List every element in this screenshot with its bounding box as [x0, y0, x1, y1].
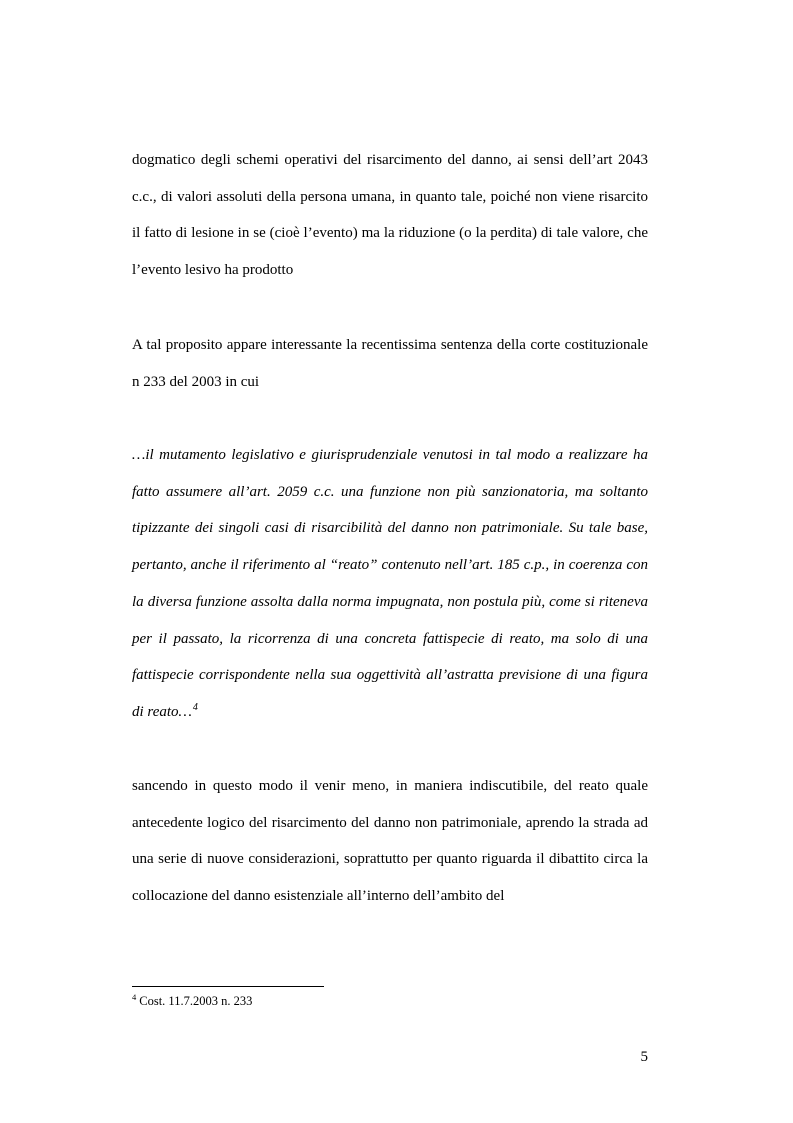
- body-paragraph-4: [132, 768, 648, 915]
- body-paragraph-2: [132, 327, 648, 400]
- page-number: 5: [640, 1049, 648, 1065]
- paragraph-4-text: sancendo in questo modo il venir meno, in maniera indiscutibile, del reato quale antecedente logico del risarcimento del danno non patrimoniale, aprendo la strada ad una serie di nuove considerazioni, soprattutto per quanto riguarda il dibattito circa la collocazione del danno esistenziale all’interno dell’ambito del: [132, 778, 648, 905]
- footnote-text: Cost. 11.7.2003 n. 233: [139, 994, 253, 1008]
- footnote-number: 4: [132, 992, 137, 1002]
- body-paragraph-1: [132, 142, 648, 289]
- paragraph-2-text: A tal proposito appare interessante la recentissima sentenza della corte costituzionale n 233 del 2003 in cui: [132, 337, 648, 390]
- footnote-separator: [132, 986, 324, 987]
- footnote: [132, 993, 252, 1009]
- quoted-ruling-text: …il mutamento legislativo e giurisprudenziale venutosi in tal modo a realizzare ha fatto assumere all’art. 2059 c.c. una funzione non più sanzionatoria, ma soltanto tipizzante dei singoli casi di risarcibilità del danno non patrimoniale. Su tale base, pertanto, anche il riferimento al “reato” contenuto nell’art. 185 c.p., in coerenza con la diversa funzione assolta dalla norma impugnata, non postula più, come si riteneva per il passato, la ricorrenza di una concreta fattispecie di reato, ma solo di una fattispecie corrispondente nella sua oggettività all’astratta previsione di una figura di reato…: [132, 447, 648, 720]
- footnote-reference[interactable]: 4: [192, 701, 198, 713]
- quoted-ruling-paragraph: [132, 437, 648, 731]
- paragraph-1-text: dogmatico degli schemi operativi del risarcimento del danno, ai sensi dell’art 2043 c.c., di valori assoluti della persona umana, in quanto tale, poiché non viene risarcito il fatto di lesione in se (cioè l’evento) ma la riduzione (o la perdita) di tale valore, che l’evento lesivo ha prodotto: [132, 152, 648, 279]
